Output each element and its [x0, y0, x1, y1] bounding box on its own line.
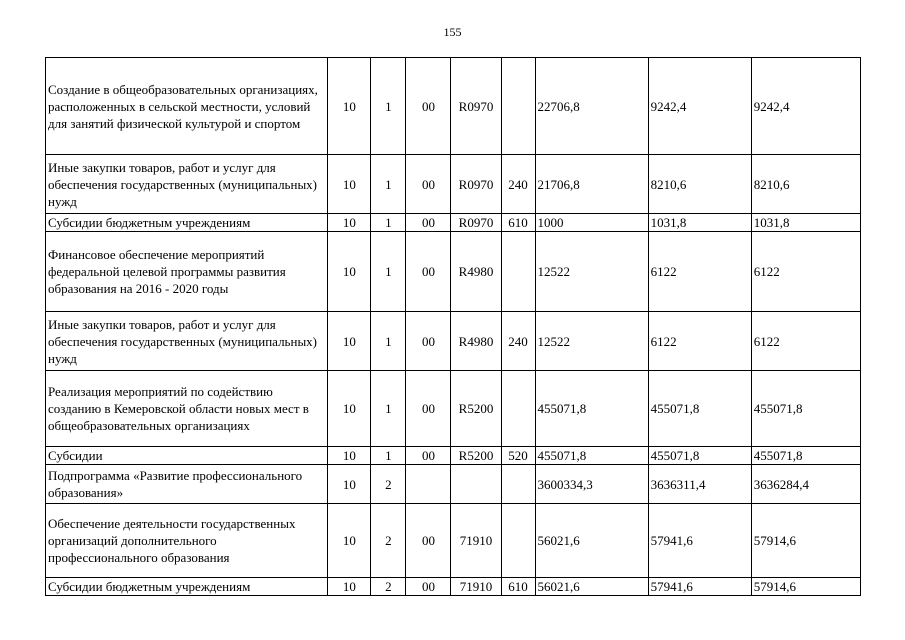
cell-code: R0970	[451, 214, 501, 232]
cell-vid	[501, 371, 535, 447]
cell-sum-year1: 455071,8	[535, 371, 648, 447]
row-name: Субсидии бюджетным учреждениям	[46, 214, 328, 232]
table-row	[46, 232, 861, 312]
cell-razdel: 10	[328, 58, 371, 155]
row-name: Финансовое обеспечение мероприятий федеральной целевой программы развития образования на 2016 - 2020 годы	[46, 232, 328, 312]
cell-podrazdel: 1	[371, 232, 406, 312]
cell-sum-year1: 12522	[535, 312, 648, 371]
cell-sum-year2: 6122	[648, 312, 751, 371]
row-name: Иные закупки товаров, работ и услуг для обеспечения государственных (муниципальных) нужд	[46, 155, 328, 214]
cell-razdel: 10	[328, 232, 371, 312]
cell-code: R0970	[451, 155, 501, 214]
cell-sum-year1: 22706,8	[535, 58, 648, 155]
cell-vid: 240	[501, 155, 535, 214]
cell-podrazdel: 1	[371, 155, 406, 214]
table-row	[46, 447, 861, 465]
cell-sum-year1: 56021,6	[535, 578, 648, 596]
cell-code: R0970	[451, 58, 501, 155]
cell-podrazdel: 2	[371, 504, 406, 578]
cell-sum-year3: 1031,8	[751, 214, 860, 232]
table-row	[46, 58, 861, 155]
cell-vid	[501, 232, 535, 312]
cell-sum-year3: 8210,6	[751, 155, 860, 214]
table-row	[46, 465, 861, 504]
cell-program: 00	[406, 371, 451, 447]
cell-sum-year2: 3636311,4	[648, 465, 751, 504]
cell-razdel: 10	[328, 578, 371, 596]
cell-sum-year2: 57941,6	[648, 504, 751, 578]
cell-razdel: 10	[328, 371, 371, 447]
cell-vid	[501, 504, 535, 578]
cell-sum-year3: 9242,4	[751, 58, 860, 155]
cell-code: R4980	[451, 312, 501, 371]
cell-sum-year3: 455071,8	[751, 371, 860, 447]
cell-sum-year1: 1000	[535, 214, 648, 232]
cell-sum-year1: 56021,6	[535, 504, 648, 578]
row-name: Реализация мероприятий по содействию созданию в Кемеровской области новых мест в общеобразовательных организациях	[46, 371, 328, 447]
cell-vid: 520	[501, 447, 535, 465]
cell-podrazdel: 2	[371, 578, 406, 596]
cell-program: 00	[406, 312, 451, 371]
row-name: Подпрограмма «Развитие профессионального образования»	[46, 465, 328, 504]
cell-sum-year3: 3636284,4	[751, 465, 860, 504]
cell-vid: 610	[501, 578, 535, 596]
cell-vid: 610	[501, 214, 535, 232]
table-row	[46, 578, 861, 596]
cell-razdel: 10	[328, 155, 371, 214]
cell-sum-year2: 455071,8	[648, 371, 751, 447]
row-name: Субсидии	[46, 447, 328, 465]
cell-sum-year1: 455071,8	[535, 447, 648, 465]
cell-sum-year3: 455071,8	[751, 447, 860, 465]
cell-podrazdel: 1	[371, 58, 406, 155]
cell-podrazdel: 1	[371, 371, 406, 447]
cell-program	[406, 465, 451, 504]
cell-sum-year2: 6122	[648, 232, 751, 312]
cell-code: R5200	[451, 447, 501, 465]
table-row	[46, 371, 861, 447]
cell-sum-year3: 57914,6	[751, 504, 860, 578]
cell-sum-year2: 8210,6	[648, 155, 751, 214]
cell-program: 00	[406, 58, 451, 155]
cell-code: 71910	[451, 578, 501, 596]
cell-sum-year3: 57914,6	[751, 578, 860, 596]
cell-program: 00	[406, 504, 451, 578]
cell-vid	[501, 465, 535, 504]
cell-sum-year3: 6122	[751, 232, 860, 312]
table-row	[46, 312, 861, 371]
cell-sum-year2: 1031,8	[648, 214, 751, 232]
page-number: 155	[443, 25, 462, 39]
cell-program: 00	[406, 578, 451, 596]
cell-code: R5200	[451, 371, 501, 447]
cell-code	[451, 465, 501, 504]
cell-vid	[501, 58, 535, 155]
cell-program: 00	[406, 232, 451, 312]
cell-podrazdel: 1	[371, 214, 406, 232]
cell-razdel: 10	[328, 447, 371, 465]
cell-razdel: 10	[328, 214, 371, 232]
cell-sum-year2: 57941,6	[648, 578, 751, 596]
cell-sum-year1: 12522	[535, 232, 648, 312]
cell-program: 00	[406, 214, 451, 232]
table-row	[46, 155, 861, 214]
cell-razdel: 10	[328, 312, 371, 371]
cell-podrazdel: 2	[371, 465, 406, 504]
row-name: Субсидии бюджетным учреждениям	[46, 578, 328, 596]
cell-program: 00	[406, 155, 451, 214]
table-row	[46, 504, 861, 578]
cell-podrazdel: 1	[371, 447, 406, 465]
row-name: Иные закупки товаров, работ и услуг для обеспечения государственных (муниципальных) нужд	[46, 312, 328, 371]
cell-sum-year2: 9242,4	[648, 58, 751, 155]
cell-sum-year2: 455071,8	[648, 447, 751, 465]
cell-sum-year1: 21706,8	[535, 155, 648, 214]
cell-sum-year1: 3600334,3	[535, 465, 648, 504]
row-name: Создание в общеобразовательных организациях, расположенных в сельской местности, условий для занятий физической культурой и спортом	[46, 58, 328, 155]
row-name: Обеспечение деятельности государственных организаций дополнительного профессионального образования	[46, 504, 328, 578]
cell-program: 00	[406, 447, 451, 465]
cell-podrazdel: 1	[371, 312, 406, 371]
cell-sum-year3: 6122	[751, 312, 860, 371]
cell-code: 71910	[451, 504, 501, 578]
cell-code: R4980	[451, 232, 501, 312]
table-row	[46, 214, 861, 232]
budget-table	[45, 57, 861, 596]
cell-vid: 240	[501, 312, 535, 371]
cell-razdel: 10	[328, 504, 371, 578]
cell-razdel: 10	[328, 465, 371, 504]
